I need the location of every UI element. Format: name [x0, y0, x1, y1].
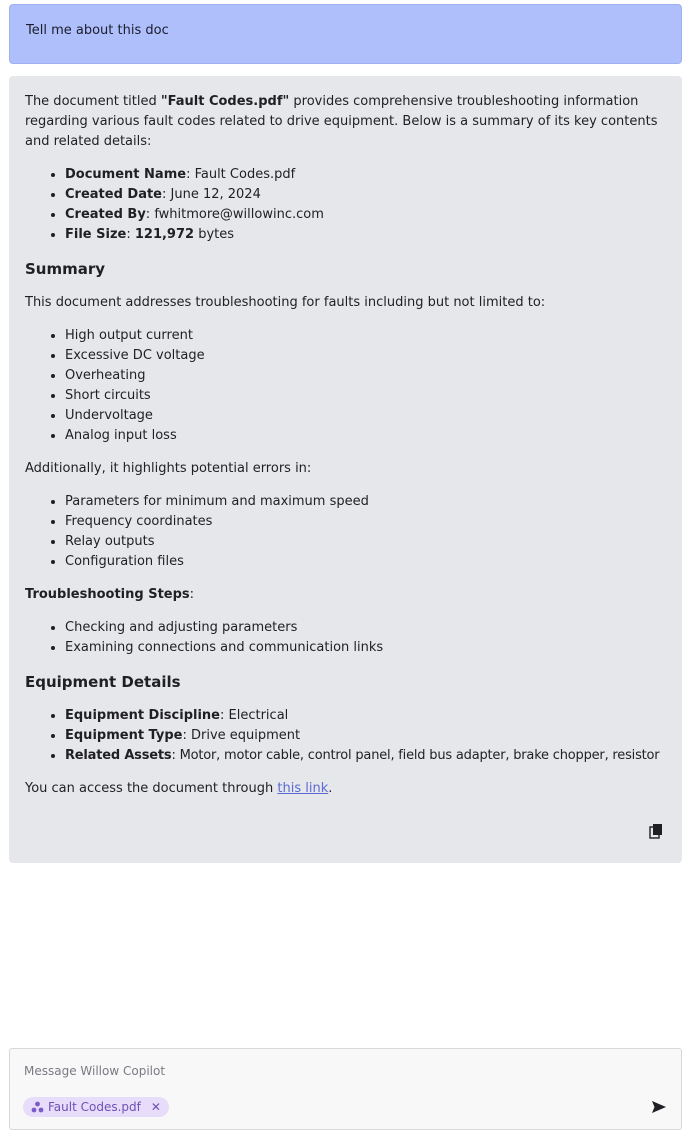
meta-value: fwhitmore@willowinc.com: [154, 207, 324, 222]
meta-bold-value: 121,972: [134, 227, 195, 242]
meta-file-size: [65, 225, 666, 245]
equipment-value: Electrical: [228, 708, 289, 723]
meta-document-name: [65, 165, 666, 185]
meta-sep: :: [162, 187, 171, 202]
equipment-value: Motor, motor cable, control panel, field bus adapter, brake chopper, resistor: [179, 748, 660, 763]
equipment-label: Related Assets: [65, 748, 172, 763]
access-prefix: You can access the document through: [25, 781, 278, 796]
meta-label: File Size: [65, 227, 127, 242]
equipment-discipline: [65, 706, 666, 726]
attachment-chip[interactable]: [23, 1097, 169, 1117]
steps-list: [25, 618, 666, 658]
errors-text: Additionally, it highlights potential errors in:: [25, 461, 312, 476]
meta-sep: :: [145, 207, 155, 222]
equipment-sep: :: [220, 708, 229, 723]
list-item: • Examining connections and communication links: [65, 638, 666, 658]
document-link[interactable]: this link: [277, 781, 329, 796]
equipment-value: Drive equipment: [191, 728, 301, 743]
equipment-label: Equipment Discipline: [65, 708, 220, 723]
assistant-message: [9, 76, 682, 863]
summary-text: This document addresses troubleshooting for faults including but not limited to:: [25, 295, 546, 310]
list-item: • Configuration files: [65, 552, 666, 572]
list-item: • Analog input loss: [65, 426, 666, 446]
send-icon[interactable]: [651, 1099, 667, 1115]
steps-colon: :: [189, 587, 195, 602]
intro-paragraph: [25, 92, 666, 152]
copy-icon[interactable]: [648, 823, 664, 839]
meta-value: bytes: [194, 227, 235, 242]
equipment-heading: Equipment Details: [25, 673, 181, 691]
user-message: [9, 4, 682, 64]
access-suffix: .: [328, 781, 333, 796]
intro-doc-title: "Fault Codes.pdf": [160, 94, 290, 109]
list-item: • Checking and adjusting parameters: [65, 618, 666, 638]
meta-value: June 12, 2024: [170, 187, 261, 202]
close-icon[interactable]: ✕: [150, 1100, 161, 1114]
equipment-label: Equipment Type: [65, 728, 183, 743]
equipment-sep: :: [182, 728, 191, 743]
intro-suffix: provides comprehensive troubleshooting information regarding various fault codes related to drive equipment. Below is a summary of its key contents and related details:: [25, 94, 658, 149]
errors-list: [25, 492, 666, 572]
meta-created-date: [65, 185, 666, 205]
meta-sep: :: [126, 227, 135, 242]
list-item: • Parameters for minimum and maximum speed: [65, 492, 666, 512]
equipment-type: [65, 726, 666, 746]
steps-heading-label: Troubleshooting Steps: [25, 587, 190, 602]
document-meta-list: [25, 165, 666, 245]
related-assets: [65, 746, 666, 766]
list-item: • Excessive DC voltage: [65, 346, 666, 366]
message-composer: [9, 1048, 682, 1130]
equipment-sep: :: [171, 748, 180, 763]
meta-label: Created By: [65, 207, 146, 222]
list-item: • Undervoltage: [65, 406, 666, 426]
summary-heading: Summary: [25, 260, 106, 278]
intro-prefix: The document titled: [25, 94, 161, 109]
list-item: • Overheating: [65, 366, 666, 386]
access-paragraph: [25, 779, 666, 799]
list-item: • Short circuits: [65, 386, 666, 406]
meta-label: Document Name: [65, 167, 187, 182]
user-message-text: Tell me about this doc: [26, 23, 169, 38]
meta-created-by: [65, 205, 666, 225]
meta-value: Fault Codes.pdf: [194, 167, 296, 182]
steps-heading: [25, 585, 666, 605]
list-item: • Frequency coordinates: [65, 512, 666, 532]
meta-sep: :: [186, 167, 195, 182]
equipment-list: [25, 706, 666, 766]
list-item: • Relay outputs: [65, 532, 666, 552]
attachment-name: Fault Codes.pdf: [48, 1100, 141, 1114]
faults-list: [25, 326, 666, 446]
document-file-icon: [31, 1101, 44, 1113]
message-input[interactable]: [10, 1061, 630, 1081]
meta-label: Created Date: [65, 187, 162, 202]
list-item: • High output current: [65, 326, 666, 346]
